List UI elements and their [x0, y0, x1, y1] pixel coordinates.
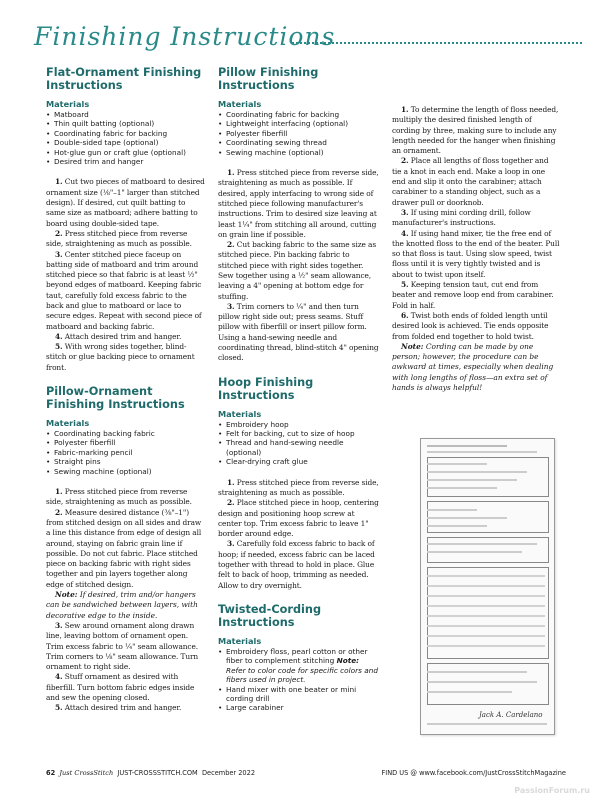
list-item: • Sewing machine (optional) [218, 148, 380, 157]
step: 1. Cut two pieces of matboard to desired ornament size (⅛"–1" larger than stitched design). If desired, cut quilt batting to same size as matboard; adhere batting to board using double-sided tape. [46, 177, 205, 228]
step: 6. Twist both ends of folded length until desired look is achieved. Tie ends opposite from folded end together to hold twist. [392, 310, 549, 341]
website: JUST-CROSSSTITCH.COM [117, 769, 198, 777]
step: 3. Sew around ornament along drawn line, leaving bottom of ornament open. Trim excess fabric to ¼" seam allowance. Trim corners to ⅛" seam allowance. Turn ornament to right side. [46, 620, 199, 672]
ownership-statement-form-image [420, 438, 555, 735]
column-3 [392, 105, 560, 393]
list-item: • Embroidery floss, pearl cotton or other fiber to complement stitching Note: Refer to color code for specific colors and fibers used in project. [218, 647, 380, 685]
issue-date: December 2022 [201, 769, 256, 777]
page-number: 62 [46, 769, 56, 777]
step: 3. Center stitched piece faceup on batting side of matboard and trim around stitched piece so that fabric is at least ½" beyond edges of matboard. Keeping fabric taut, carefully fold excess fabric to the back and glue to matboard or lace to secure edges. Repeat with second piece of matboard and backing fabric. [46, 249, 202, 331]
materials-heading: Materials [218, 408, 262, 419]
materials-heading: Materials [46, 418, 90, 429]
list-item: • Coordinating sewing thread [218, 138, 380, 147]
step: 5. With wrong sides together, blind-stitch or glue backing piece to ornament front. [46, 342, 195, 372]
step: 4. Attach desired trim and hanger. [55, 331, 182, 341]
page-title: Finishing Instructions [34, 22, 336, 51]
list-item: • Desired trim and hanger [46, 157, 206, 166]
cording-title: Twisted-Cording Instructions [218, 602, 322, 629]
list-item: • Coordinating fabric for backing [46, 129, 206, 138]
note: Note: If desired, trim and/or hangers can be sandwiched between layers, with decorative edge to the inside. [46, 590, 198, 620]
watermark: PassionForum.ru [514, 786, 590, 795]
step: 1. To determine the length of floss needed, multiply the desired finished length of cording by three, making sure to include any length needed for the hanger when finishing an ornament. [392, 105, 559, 156]
cording-materials-list [218, 647, 380, 713]
list-item: • Matboard [46, 110, 206, 119]
list-item: • Fabric-marking pencil [46, 448, 206, 457]
materials-heading: Materials [218, 99, 262, 109]
list-item: • Clear-drying craft glue [218, 457, 380, 466]
pillow-materials-list [218, 110, 380, 157]
step: 4. If using hand mixer, tie the free end of the knotted floss to the end of the beater. Pull so that floss is taut. Using slow speed, twist floss until it is very tightly twisted and is about to twist upon itself. [392, 228, 560, 279]
list-item: • Embroidery hoop [218, 420, 380, 429]
list-item: • Lightweight interfacing (optional) [218, 119, 380, 128]
list-item: • Coordinating backing fabric [46, 429, 206, 438]
step: 1. Press stitched piece from reverse side, straightening as much as possible. [46, 487, 192, 507]
list-item: • Coordinating fabric for backing [218, 110, 380, 119]
column-2 [218, 66, 380, 724]
materials-heading: Materials [46, 99, 90, 109]
step: 1. Press stitched piece from reverse side, straightening as much as possible. If desired, apply interfacing to wrong side of stitched piece following manufacturer's instructions. Trim to desired size leaving at least 1¼" from stitching all around, cutting on grain line if possible. [218, 168, 379, 239]
magazine-name: Just CrossStitch [59, 769, 114, 777]
list-item: • Polyester fiberfill [46, 438, 206, 447]
page-footer [46, 769, 566, 781]
list-item: • Thread and hand-sewing needle (optional) [218, 438, 380, 457]
list-item: • Hot-glue gun or craft glue (optional) [46, 148, 206, 157]
hoop-materials-list [218, 420, 380, 467]
header-dotted-rule [292, 42, 582, 44]
step: 2. Cut backing fabric to the same size as stitched piece. Pin backing fabric to stitched piece with right sides together. Sew together using a ½" seam allowance, leaving a 4" opening at bottom edge for stuffing. [218, 240, 377, 301]
note: Note: Cording can be made by one person; however, the procedure can be awkward at times, especially when dealing with long lengths of floss—an extra set of hands is always helpful! [392, 341, 554, 393]
flat-materials-list [46, 110, 206, 166]
step: 3. If using mini cording drill, follow manufacturer's instructions. [392, 207, 531, 228]
step: 3. Trim corners to ¼" and then turn pillow right side out; press seams. Stuff pillow with fiberfill or insert pillow form. Using a hand-sewing needle and coordinating thread, blind-stitch 4" opening closed. [218, 301, 379, 363]
list-item: • Sewing machine (optional) [46, 467, 206, 476]
step: 3. Carefully fold excess fabric to back of hoop; if needed, excess fabric can be laced together with thread to hold in place. Glue felt to back of hoop, trimming as needed. Allow to dry overnight. [218, 539, 375, 590]
footer-social: FIND US @ www.facebook.com/JustCrossStitchMagazine [381, 769, 566, 777]
step: 2. Place all lengths of floss together and tie a knot in each end. Make a loop in one end and slip it onto the carabiner; attach carabiner to a standing object, such as a drawer pull or doorknob. [392, 156, 549, 207]
list-item: • Thin quilt batting (optional) [46, 119, 206, 128]
step: 2. Measure desired distance (⅜"–1") from stitched design on all sides and draw a line this distance from edge of design all around, staying on fabric grain line if possible. Do not cut fabric. Place stitched piece on backing fabric with right sides together and pin layers together along edge of stitched design. [46, 507, 202, 589]
pillow-ornament-title: Pillow-Ornament Finishing Instructions [46, 385, 185, 412]
signature: Jack A. Cardelano [479, 711, 543, 719]
list-item: • Large carabiner [218, 703, 380, 712]
step: 4. Stuff ornament as desired with fiberfill. Turn bottom fabric edges inside and sew the opening closed. [46, 672, 195, 703]
pillow-ornament-materials-list [46, 429, 206, 476]
step: 2. Place stitched piece in hoop, centering design and positioning hoop screw at center top. Trim excess fabric to leave 1" border around edge. [218, 498, 379, 539]
list-item: • Felt for backing, cut to size of hoop [218, 429, 380, 438]
step: 2. Press stitched piece from reverse side, straightening as much as possible. [46, 228, 192, 249]
step: 5. Attach desired trim and hanger. [55, 703, 182, 713]
hoop-title: Hoop Finishing Instructions [218, 375, 314, 402]
list-item: • Hand mixer with one beater or mini cording drill [218, 685, 380, 704]
step: 5. Keeping tension taut, cut end from beater and remove loop end from carabiner. Fold in half. [392, 280, 554, 310]
flat-ornament-title: Flat-Ornament Finishing Instructions [46, 66, 202, 92]
footer-left [46, 769, 255, 777]
list-item: • Polyester fiberfill [218, 129, 380, 138]
list-item: • Straight pins [46, 457, 206, 466]
pillow-title: Pillow Finishing Instructions [218, 66, 319, 92]
column-1 [46, 66, 206, 714]
list-item: • Double-sided tape (optional) [46, 138, 206, 147]
materials-heading: Materials [218, 635, 262, 646]
page-header [34, 22, 574, 56]
step: 1. Press stitched piece from reverse side, straightening as much as possible. [218, 477, 379, 497]
